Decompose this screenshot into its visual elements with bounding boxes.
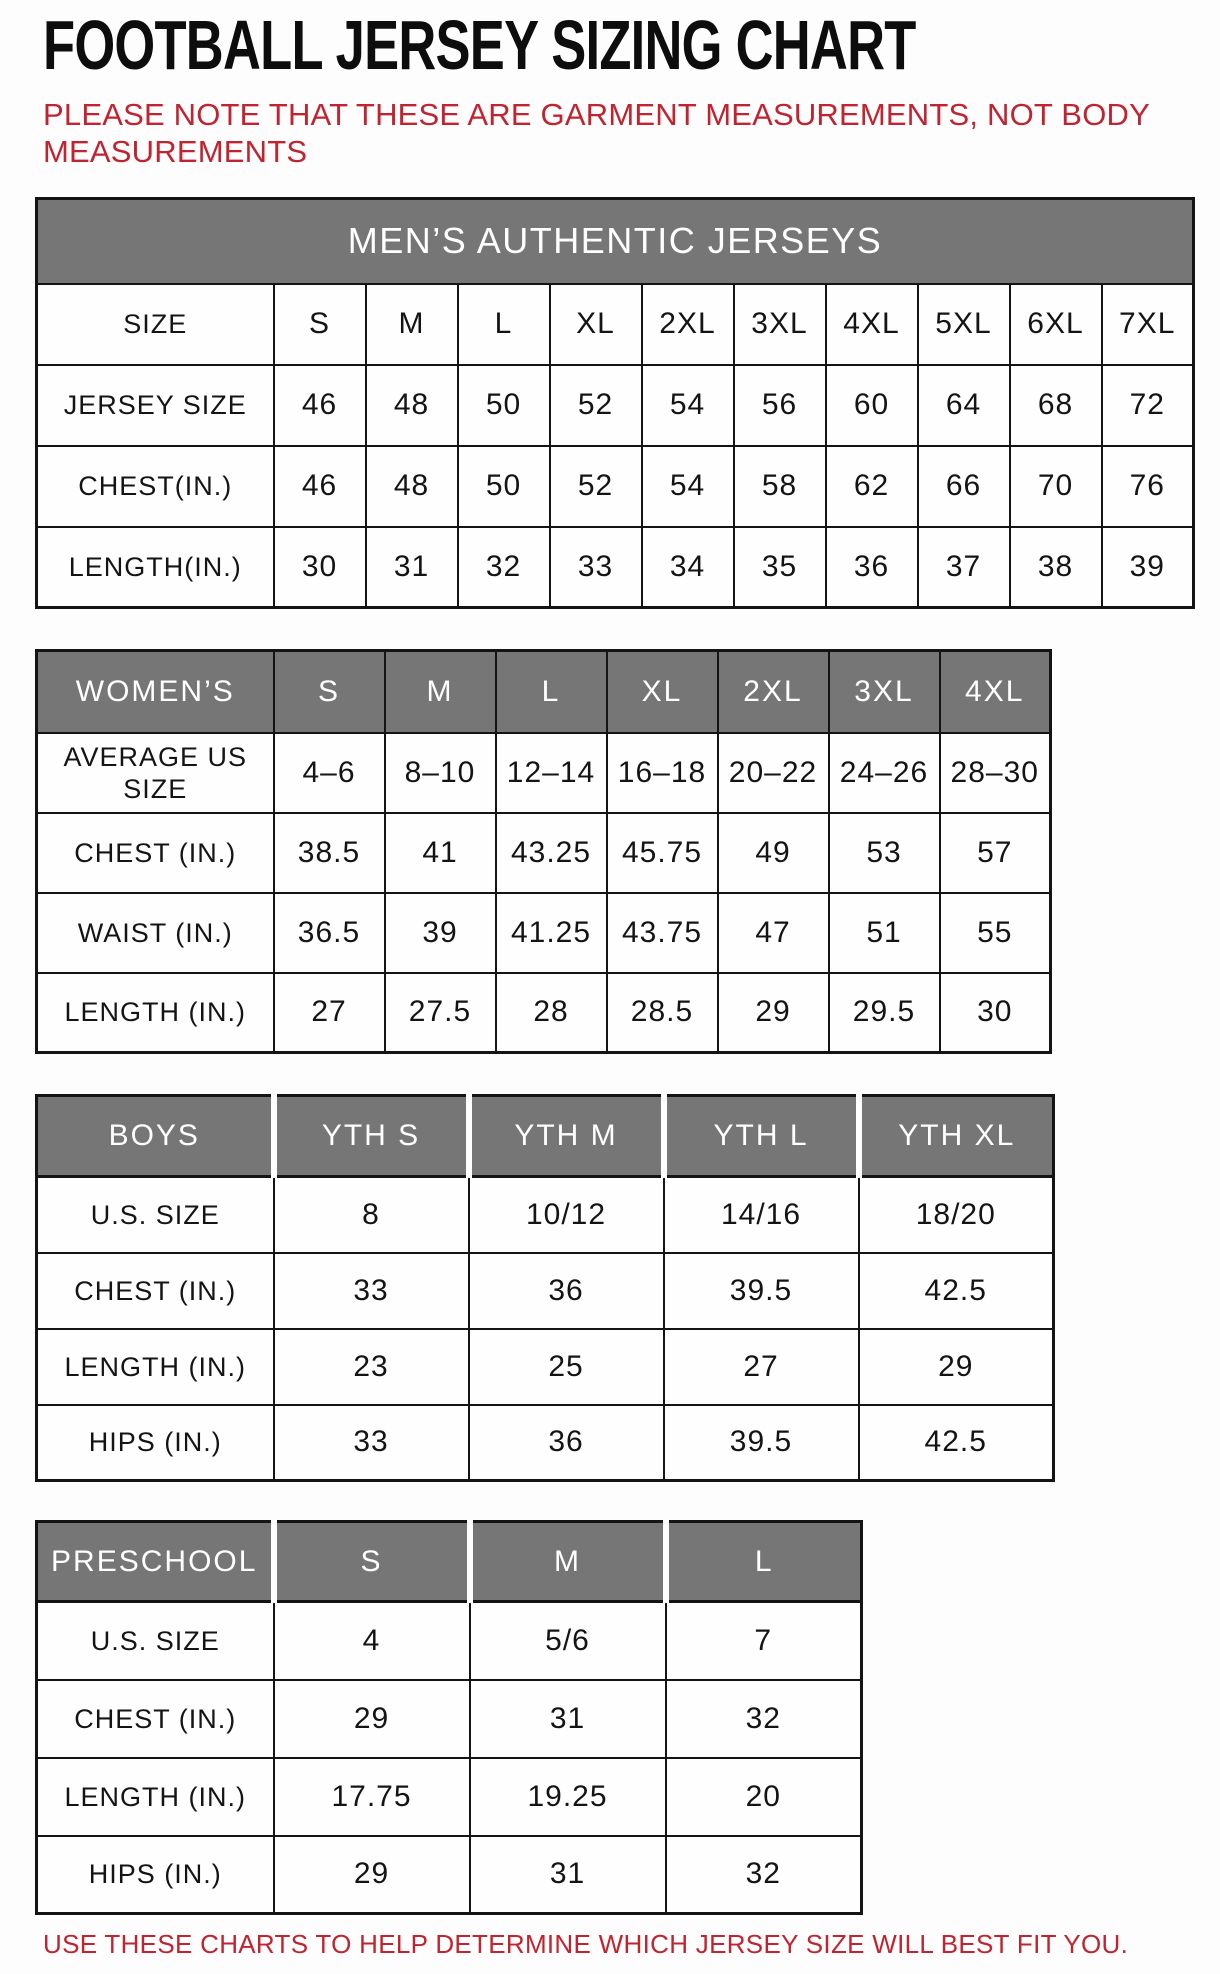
size-value: 17.75 bbox=[274, 1758, 470, 1836]
boys-sizing-table bbox=[35, 1094, 1055, 1482]
size-column-header: L bbox=[496, 651, 607, 733]
size-value: 32 bbox=[666, 1836, 862, 1914]
size-value: 27.5 bbox=[385, 973, 496, 1053]
size-value: 43.25 bbox=[496, 813, 607, 893]
size-value: 58 bbox=[734, 446, 826, 527]
size-column-header: 3XL bbox=[829, 651, 940, 733]
size-value: 32 bbox=[458, 527, 550, 608]
size-column-header: YTH XL bbox=[859, 1096, 1054, 1177]
size-value: 10/12 bbox=[469, 1177, 664, 1253]
table-row bbox=[37, 733, 1051, 813]
size-value: 24–26 bbox=[829, 733, 940, 813]
row-label: CHEST (IN.) bbox=[37, 1253, 274, 1329]
size-value: 31 bbox=[470, 1836, 666, 1914]
size-value: 49 bbox=[718, 813, 829, 893]
size-value: 25 bbox=[469, 1329, 664, 1405]
size-value: 42.5 bbox=[859, 1253, 1054, 1329]
table-row bbox=[37, 973, 1051, 1053]
table-row bbox=[37, 1405, 1054, 1481]
size-value: 53 bbox=[829, 813, 940, 893]
size-value: 57 bbox=[940, 813, 1051, 893]
size-value: 54 bbox=[642, 446, 734, 527]
table-row bbox=[37, 893, 1051, 973]
size-column-header: XL bbox=[607, 651, 718, 733]
size-value: 32 bbox=[666, 1680, 862, 1758]
size-value: 28–30 bbox=[940, 733, 1051, 813]
size-value: 7 bbox=[666, 1602, 862, 1680]
table-row bbox=[37, 199, 1194, 284]
size-value: 31 bbox=[366, 527, 458, 608]
mens-authentic-jerseys-table bbox=[35, 197, 1195, 609]
row-label: CHEST (IN.) bbox=[37, 813, 274, 893]
size-value: 4–6 bbox=[274, 733, 385, 813]
table-row bbox=[37, 527, 1194, 608]
size-column-header: 6XL bbox=[1010, 284, 1102, 365]
size-column-header: S bbox=[274, 1522, 470, 1602]
row-label: CHEST (IN.) bbox=[37, 1680, 274, 1758]
row-label: U.S. SIZE bbox=[37, 1177, 274, 1253]
size-value: 62 bbox=[826, 446, 918, 527]
size-column-header: 3XL bbox=[734, 284, 826, 365]
table-header-label: WOMEN’S bbox=[37, 651, 274, 733]
size-value: 8–10 bbox=[385, 733, 496, 813]
size-value: 23 bbox=[274, 1329, 469, 1405]
row-label: LENGTH(IN.) bbox=[37, 527, 274, 608]
size-value: 34 bbox=[642, 527, 734, 608]
size-value: 39.5 bbox=[664, 1253, 859, 1329]
size-value: 29 bbox=[274, 1836, 470, 1914]
size-column-header: L bbox=[458, 284, 550, 365]
size-column-header: M bbox=[366, 284, 458, 365]
size-column-header: M bbox=[385, 651, 496, 733]
table-row bbox=[37, 1096, 1054, 1177]
womens-sizing-table bbox=[35, 649, 1052, 1054]
size-column-header: 2XL bbox=[718, 651, 829, 733]
size-value: 42.5 bbox=[859, 1405, 1054, 1481]
size-value: 29 bbox=[274, 1680, 470, 1758]
row-label: LENGTH (IN.) bbox=[37, 1758, 274, 1836]
size-value: 66 bbox=[918, 446, 1010, 527]
size-value: 39 bbox=[385, 893, 496, 973]
size-value: 16–18 bbox=[607, 733, 718, 813]
size-value: 38 bbox=[1010, 527, 1102, 608]
size-value: 54 bbox=[642, 365, 734, 446]
size-column-header: S bbox=[274, 651, 385, 733]
row-label: AVERAGE US SIZE bbox=[37, 733, 274, 813]
size-value: 51 bbox=[829, 893, 940, 973]
table-row bbox=[37, 1177, 1054, 1253]
table-row bbox=[37, 1329, 1054, 1405]
size-value: 35 bbox=[734, 527, 826, 608]
size-value: 8 bbox=[274, 1177, 469, 1253]
size-value: 33 bbox=[274, 1253, 469, 1329]
table-row bbox=[37, 813, 1051, 893]
table-header-label: BOYS bbox=[37, 1096, 274, 1177]
size-value: 50 bbox=[458, 446, 550, 527]
size-value: 14/16 bbox=[664, 1177, 859, 1253]
size-value: 64 bbox=[918, 365, 1010, 446]
size-value: 41 bbox=[385, 813, 496, 893]
preschool-sizing-table bbox=[35, 1520, 863, 1915]
size-column-header: 4XL bbox=[826, 284, 918, 365]
size-value: 31 bbox=[470, 1680, 666, 1758]
size-column-header: M bbox=[470, 1522, 666, 1602]
size-value: 33 bbox=[550, 527, 642, 608]
size-column-header: 7XL bbox=[1102, 284, 1194, 365]
measurement-note: PLEASE NOTE THAT THESE ARE GARMENT MEASUREMENTS, NOT BODY MEASUREMENTS bbox=[43, 97, 1150, 169]
footer-note: USE THESE CHARTS TO HELP DETERMINE WHICH JERSEY SIZE WILL BEST FIT YOU. bbox=[43, 1929, 1129, 1959]
size-value: 38.5 bbox=[274, 813, 385, 893]
size-value: 45.75 bbox=[607, 813, 718, 893]
table-row bbox=[37, 1758, 862, 1836]
size-value: 19.25 bbox=[470, 1758, 666, 1836]
size-value: 20 bbox=[666, 1758, 862, 1836]
table-header-label: PRESCHOOL bbox=[37, 1522, 274, 1602]
table-row bbox=[37, 1253, 1054, 1329]
size-value: 68 bbox=[1010, 365, 1102, 446]
row-label: U.S. SIZE bbox=[37, 1602, 274, 1680]
row-label: LENGTH (IN.) bbox=[37, 1329, 274, 1405]
size-value: 12–14 bbox=[496, 733, 607, 813]
size-column-header: 2XL bbox=[642, 284, 734, 365]
row-label: HIPS (IN.) bbox=[37, 1405, 274, 1481]
row-label: LENGTH (IN.) bbox=[37, 973, 274, 1053]
size-value: 29 bbox=[859, 1329, 1054, 1405]
size-value: 27 bbox=[664, 1329, 859, 1405]
size-column-header: XL bbox=[550, 284, 642, 365]
table-row bbox=[37, 1602, 862, 1680]
size-value: 43.75 bbox=[607, 893, 718, 973]
size-column-header: YTH S bbox=[274, 1096, 469, 1177]
size-value: 20–22 bbox=[718, 733, 829, 813]
size-value: 52 bbox=[550, 446, 642, 527]
size-value: 52 bbox=[550, 365, 642, 446]
table-row bbox=[37, 651, 1051, 733]
size-value: 60 bbox=[826, 365, 918, 446]
row-label: SIZE bbox=[37, 284, 274, 365]
size-value: 29.5 bbox=[829, 973, 940, 1053]
size-value: 18/20 bbox=[859, 1177, 1054, 1253]
size-value: 48 bbox=[366, 446, 458, 527]
size-value: 39.5 bbox=[664, 1405, 859, 1481]
row-label: WAIST (IN.) bbox=[37, 893, 274, 973]
size-value: 27 bbox=[274, 973, 385, 1053]
page-title: FOOTBALL JERSEY SIZING CHART bbox=[43, 6, 916, 84]
size-value: 46 bbox=[274, 365, 366, 446]
row-label: JERSEY SIZE bbox=[37, 365, 274, 446]
size-value: 41.25 bbox=[496, 893, 607, 973]
size-value: 30 bbox=[274, 527, 366, 608]
size-value: 36.5 bbox=[274, 893, 385, 973]
table-row bbox=[37, 284, 1194, 365]
size-value: 30 bbox=[940, 973, 1051, 1053]
size-value: 4 bbox=[274, 1602, 470, 1680]
size-column-header: 5XL bbox=[918, 284, 1010, 365]
size-value: 46 bbox=[274, 446, 366, 527]
size-value: 36 bbox=[826, 527, 918, 608]
size-value: 36 bbox=[469, 1253, 664, 1329]
size-column-header: YTH L bbox=[664, 1096, 859, 1177]
table-row bbox=[37, 365, 1194, 446]
size-column-header: YTH M bbox=[469, 1096, 664, 1177]
size-value: 5/6 bbox=[470, 1602, 666, 1680]
table-row bbox=[37, 1836, 862, 1914]
size-value: 48 bbox=[366, 365, 458, 446]
size-value: 33 bbox=[274, 1405, 469, 1481]
table-row bbox=[37, 1522, 862, 1602]
size-column-header: L bbox=[666, 1522, 862, 1602]
size-value: 36 bbox=[469, 1405, 664, 1481]
size-value: 47 bbox=[718, 893, 829, 973]
size-value: 37 bbox=[918, 527, 1010, 608]
mens-table-banner: MEN’S AUTHENTIC JERSEYS bbox=[37, 199, 1194, 284]
size-column-header: 4XL bbox=[940, 651, 1051, 733]
size-value: 72 bbox=[1102, 365, 1194, 446]
table-row bbox=[37, 446, 1194, 527]
size-value: 76 bbox=[1102, 446, 1194, 527]
row-label: CHEST(IN.) bbox=[37, 446, 274, 527]
size-value: 50 bbox=[458, 365, 550, 446]
size-value: 55 bbox=[940, 893, 1051, 973]
table-row bbox=[37, 1680, 862, 1758]
size-value: 29 bbox=[718, 973, 829, 1053]
size-value: 70 bbox=[1010, 446, 1102, 527]
row-label: HIPS (IN.) bbox=[37, 1836, 274, 1914]
size-value: 28 bbox=[496, 973, 607, 1053]
size-value: 56 bbox=[734, 365, 826, 446]
size-value: 39 bbox=[1102, 527, 1194, 608]
size-value: 28.5 bbox=[607, 973, 718, 1053]
size-column-header: S bbox=[274, 284, 366, 365]
